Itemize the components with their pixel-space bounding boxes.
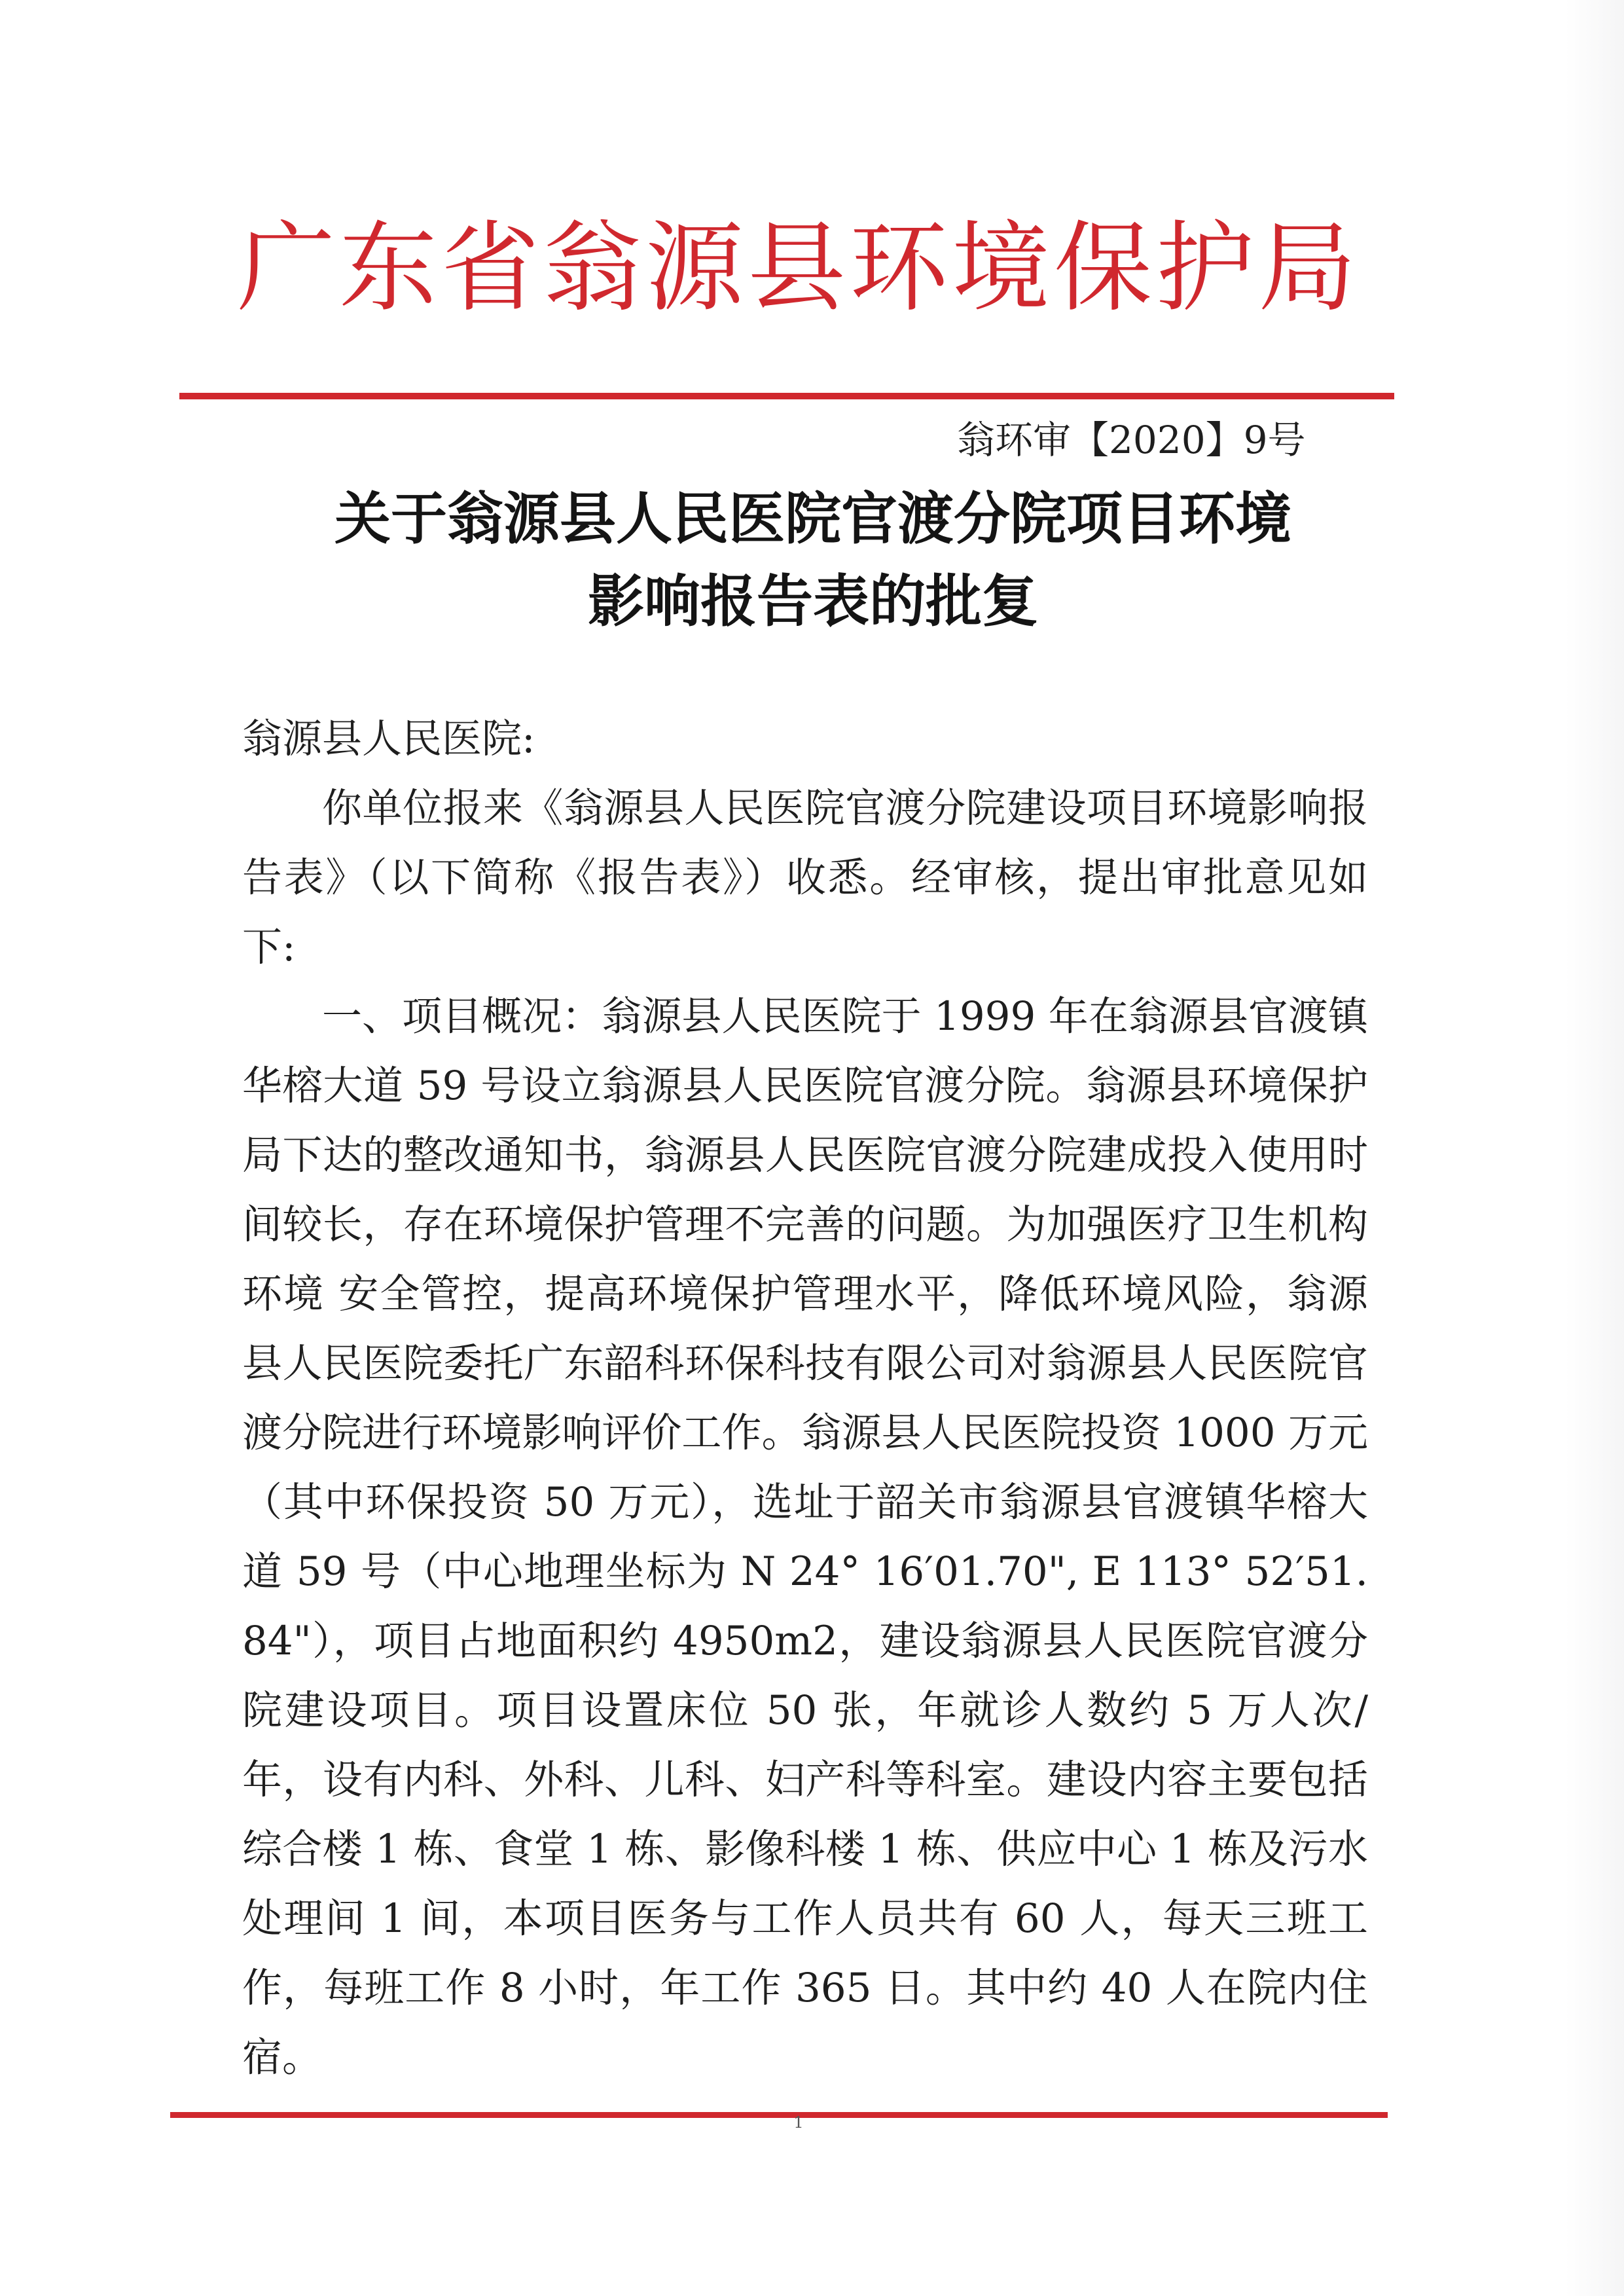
document-body — [242, 704, 1368, 2092]
document-title-line-2: 影响报告表的批复 — [588, 568, 1038, 634]
document-number: 翁环审【2020】9号 — [957, 418, 1306, 462]
body-paragraph-project-overview: 一、项目概况：翁源县人民医院于 1999 年在翁源县官渡镇华榕大道 59 号设立翁源县人民医院官渡分院。翁源县环境保护局下达的整改通知书，翁源县人民医院官渡分院建成投入使用时间较长，存在环境保护管理不完善的问题。为加强医疗卫生机构环境 安全管控，提高环境保护管理水平，降低环境风险，翁源县人民医院委托广东韶科环保科技有限公司对翁源县人民医院官渡分院进行环境影响评价工作。翁源县人民医院投资 1000 万元（其中环保投资 50 万元），选址于韶关市翁源县官渡镇华榕大道 59 号（中心地理坐标为 N 24° 16′01.70", E 113° 52′51.84"），项目占地面积约 4950m2，建设翁源县人民医院官渡分院建设项目。项目设置床位 50 张，年就诊人数约 5 万人次/年，设有内科、外科、儿科、妇产科等科室。建设内容主要包括综合楼 1 栋、食堂 1 栋、影像科楼 1 栋、供应中心 1 栋及污水处理间 1 间，本项目医务与工作人员共有 60 人，每天三班工作，每班工作 8 小时，年工作 365 日。其中约 40 人在院内住宿。 — [242, 993, 1368, 2081]
scan-edge-shadow — [1565, 0, 1624, 2296]
document-title-line-1: 关于翁源县人民医院官渡分院项目环境 — [334, 486, 1291, 552]
body-paragraph-intro: 你单位报来《翁源县人民医院官渡分院建设项目环境影响报告表》（以下简称《报告表》）收悉。经审核，提出审批意见如下: — [242, 785, 1368, 970]
letterhead-title: 广东省翁源县环境保护局 — [237, 211, 1361, 325]
letterhead-red-rule — [179, 393, 1394, 399]
salutation: 翁源县人民医院: — [242, 716, 535, 762]
footer-red-rule — [170, 2112, 1388, 2118]
page-number: 1 — [793, 2113, 804, 2132]
document-title — [237, 478, 1389, 643]
